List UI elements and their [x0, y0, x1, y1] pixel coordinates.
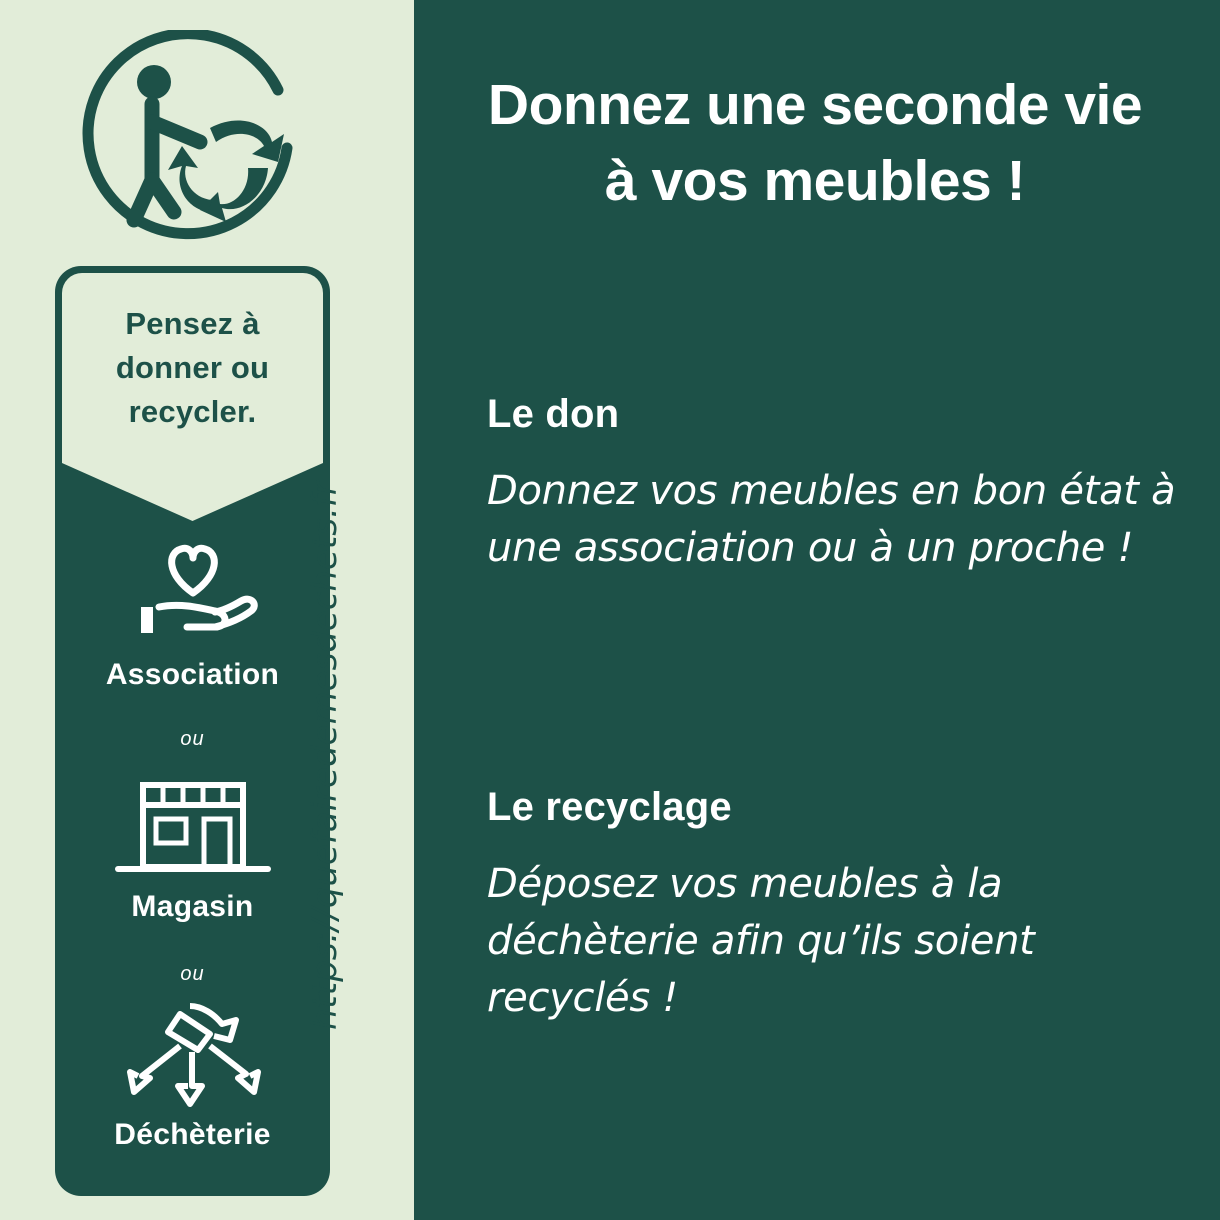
- section-title-le-don: Le don: [487, 392, 620, 436]
- section-le-recyclage: [487, 785, 1177, 1026]
- section-le-don: [487, 392, 1177, 577]
- page-title-line-1: Donnez une seconde vie: [487, 73, 1143, 137]
- ribbon-item-magasin: [55, 772, 330, 924]
- section-title-le-recyclage: Le recyclage: [487, 785, 732, 829]
- section-body-le-don: Donnez vos meubles en bon état à une association ou à un proche !: [487, 468, 1176, 571]
- ribbon-item-label-dechterie: Déchèterie: [114, 1118, 271, 1151]
- ribbon-item-dechterie: [55, 1000, 330, 1152]
- ribbon-item-label-association: Association: [105, 658, 280, 691]
- website-url[interactable]: https://quefairedemesdechets.fr: [305, 481, 345, 1030]
- person-recycling-icon: [82, 30, 312, 245]
- hand-heart-icon: [55, 540, 330, 652]
- ribbon-heading-line-1: Pensez à: [125, 305, 260, 341]
- logo: [82, 30, 312, 245]
- page-title-line-2: à vos meubles !: [604, 148, 1026, 213]
- ribbon-item-association: [55, 540, 330, 692]
- page-title: [430, 68, 1200, 220]
- ribbon-heading-box: [62, 273, 323, 463]
- shop-icon: [55, 772, 330, 884]
- ribbon-separator-1: ou: [180, 728, 205, 750]
- section-body-le-recyclage: Déposez vos meubles à la déchèterie afin qu’ils soient recyclés !: [487, 861, 1035, 1021]
- ribbon-heading-line-2: donner ou: [115, 349, 270, 385]
- ribbon-heading: [116, 302, 269, 434]
- ribbon-heading-line-3: recycler.: [128, 394, 257, 429]
- ribbon-separator-2: ou: [180, 963, 205, 985]
- recycling-center-icon: [55, 1000, 330, 1112]
- ribbon-item-label-magasin: Magasin: [131, 890, 254, 923]
- ribbon-notch: [62, 463, 323, 523]
